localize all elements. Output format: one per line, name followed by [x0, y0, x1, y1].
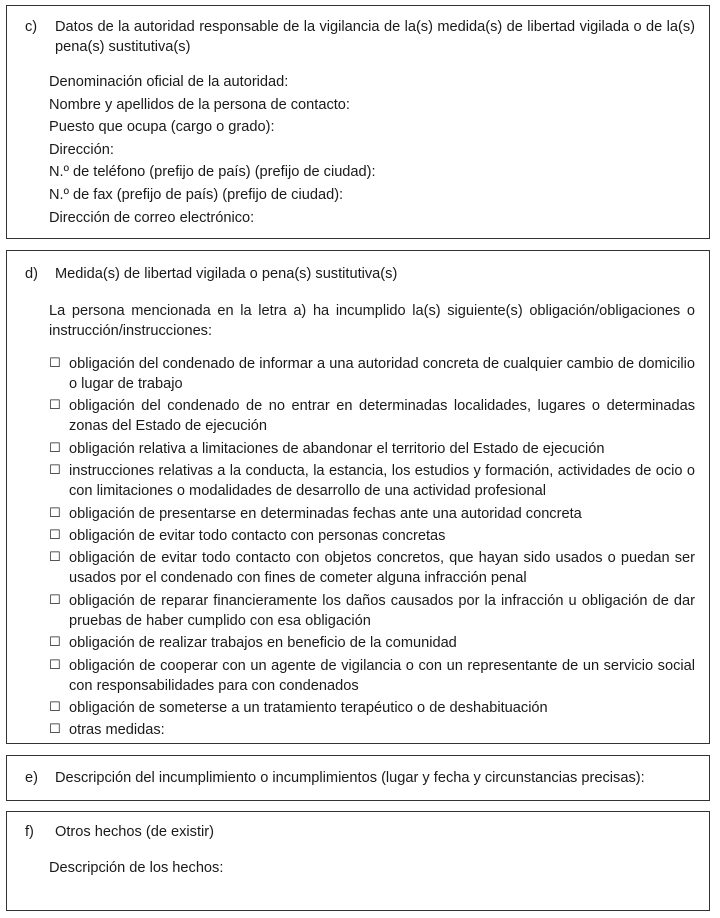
option-item[interactable]	[49, 656, 695, 696]
section-f-field-list	[49, 858, 695, 881]
option-item[interactable]	[49, 633, 695, 653]
option-item[interactable]	[49, 354, 695, 394]
checkbox-icon[interactable]: ☐	[49, 635, 61, 651]
option-item[interactable]	[49, 504, 695, 524]
option-label: otras medidas:	[69, 722, 165, 739]
section-e-title: Descripción del incumplimiento o incumplimientos (lugar y fecha y circunstancias precisas):	[55, 770, 645, 786]
checkbox-icon[interactable]: ☐	[49, 527, 61, 543]
section-e-header	[25, 768, 695, 788]
option-label: obligación de someterse a un tratamiento terapéutico o de deshabituación	[69, 699, 548, 716]
field-label-facts-description: Descripción de los hechos:	[49, 860, 224, 876]
field-label-address: Dirección:	[49, 141, 114, 158]
checkbox-icon[interactable]: ☐	[49, 398, 61, 414]
option-item[interactable]	[49, 591, 695, 631]
option-item[interactable]	[49, 548, 695, 588]
option-label: obligación de evitar todo contacto con personas concretas	[69, 527, 446, 544]
section-e-letter: e)	[25, 770, 38, 786]
option-label: obligación del condenado de informar a una autoridad concreta de cualquier cambio de domicilio o lugar de trabajo	[69, 356, 695, 392]
checkbox-icon[interactable]: ☐	[49, 550, 61, 566]
section-c-box	[6, 5, 710, 239]
section-f-box	[6, 811, 710, 911]
checkbox-icon[interactable]: ☐	[49, 722, 61, 738]
checkbox-icon[interactable]: ☐	[49, 505, 61, 521]
option-label: obligación de evitar todo contacto con objetos concretos, que hayan sido usados o puedan ser usados por el condenado con fines de cometer alguna infracción penal	[69, 550, 695, 587]
section-c-letter: c)	[25, 19, 38, 35]
section-d-letter: d)	[25, 266, 38, 282]
option-label: obligación de reparar financieramente los daños causados por la infracción u obligación de dar pruebas de haber cumplido con esa obligación	[69, 592, 695, 629]
section-f-header	[25, 822, 695, 842]
checkbox-icon[interactable]: ☐	[49, 699, 61, 715]
option-label: obligación de cooperar con un agente de vigilancia o con un representante de un servicio social con responsabilidades para con condenados	[69, 657, 695, 694]
option-item[interactable]	[49, 698, 695, 718]
option-label: obligación relativa a limitaciones de abandonar el territorio del Estado de ejecución	[69, 440, 605, 457]
field-label-email: Dirección de correo electrónico:	[49, 209, 255, 226]
section-e-box	[6, 755, 710, 801]
option-item[interactable]	[49, 720, 695, 740]
section-f-letter: f)	[25, 824, 34, 840]
checkbox-icon[interactable]: ☐	[49, 440, 61, 456]
section-d-box	[6, 250, 710, 744]
checkbox-icon[interactable]: ☐	[49, 356, 61, 371]
checkbox-icon[interactable]: ☐	[49, 657, 61, 673]
option-label: obligación del condenado de no entrar en determinadas localidades, lugares o determinadas zonas del Estado de ejecución	[69, 398, 695, 435]
option-item[interactable]	[49, 461, 695, 501]
section-c-field-list	[49, 72, 695, 230]
section-d-header	[25, 264, 695, 284]
option-label: obligación de realizar trabajos en beneficio de la comunidad	[69, 635, 457, 652]
checkbox-icon[interactable]: ☐	[49, 463, 61, 479]
section-d-options	[49, 354, 695, 743]
checkbox-icon[interactable]: ☐	[49, 592, 61, 608]
section-d-title: Medida(s) de libertad vigilada o pena(s) sustitutiva(s)	[55, 266, 398, 282]
field-label-fax: N.º de fax (prefijo de país) (prefijo de ciudad):	[49, 186, 344, 203]
field-label-contact-person: Nombre y apellidos de la persona de contacto:	[49, 96, 350, 113]
option-item[interactable]	[49, 439, 695, 459]
section-d-intro: La persona mencionada en la letra a) ha incumplido la(s) siguiente(s) obligación/obligaciones o instrucción/instrucciones:	[49, 303, 695, 339]
option-item[interactable]	[49, 526, 695, 546]
section-c-title: Datos de la autoridad responsable de la vigilancia de la(s) medida(s) de libertad vigilada o de la(s) pena(s) sustitutiva(s)	[55, 19, 695, 55]
field-label-phone: N.º de teléfono (prefijo de país) (prefijo de ciudad):	[49, 164, 376, 181]
field-label-authority-name: Denominación oficial de la autoridad:	[49, 74, 289, 90]
section-c-header	[25, 17, 695, 57]
field-label-position: Puesto que ocupa (cargo o grado):	[49, 119, 275, 136]
option-item[interactable]	[49, 396, 695, 436]
section-f-title: Otros hechos (de existir)	[55, 824, 214, 840]
option-label: instrucciones relativas a la conducta, la estancia, los estudios y formación, actividades de ocio o con limitaciones o modalidades de desarrollo de una actividad profesional	[69, 463, 695, 500]
option-label: obligación de presentarse en determinadas fechas ante una autoridad concreta	[69, 505, 582, 522]
